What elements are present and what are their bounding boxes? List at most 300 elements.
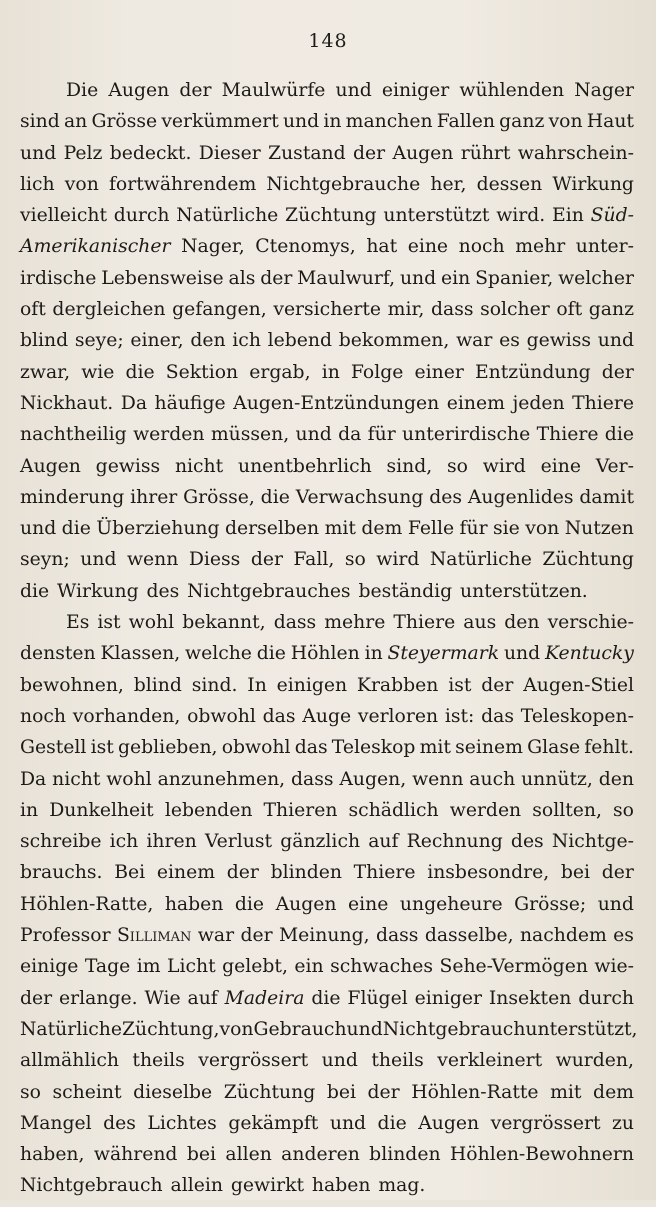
text-line xyxy=(20,643,634,674)
word: verkleinert xyxy=(437,1050,543,1072)
word: brauchs. xyxy=(20,862,103,884)
word: den xyxy=(190,330,226,352)
word: haben, xyxy=(20,1144,85,1166)
text-line xyxy=(20,1082,634,1113)
word: einigen xyxy=(276,674,348,696)
word: Höhlen-Bewohnern xyxy=(449,1144,634,1166)
word: Silliman xyxy=(116,925,192,947)
word: bei xyxy=(326,1081,356,1103)
word: Nickhaut. xyxy=(20,392,114,414)
word: des xyxy=(510,831,544,853)
word: und xyxy=(20,518,57,540)
word: ist xyxy=(97,612,121,634)
word: Sehe-Vermögen xyxy=(439,956,588,978)
word: Wirkung xyxy=(552,173,634,195)
word: gewiss xyxy=(95,455,161,477)
text-line xyxy=(20,393,634,424)
word: wird xyxy=(376,549,420,571)
word: mit xyxy=(324,518,356,540)
text-line xyxy=(20,1175,634,1206)
word: werden xyxy=(449,799,522,821)
word: Augen xyxy=(275,893,337,915)
word: dem xyxy=(593,1081,634,1103)
word: einige xyxy=(20,956,79,978)
word: Amerikanischer xyxy=(20,236,171,258)
word: mit xyxy=(419,737,451,759)
word: Nichtgebrauch xyxy=(20,1175,163,1197)
word: erlange. xyxy=(59,987,138,1009)
word: Folge xyxy=(350,361,404,383)
word: der xyxy=(601,361,634,383)
word: wie xyxy=(81,361,115,383)
word: Spanier, xyxy=(475,267,554,289)
word: und xyxy=(597,893,634,915)
word: müssen, xyxy=(210,424,290,446)
word: bei xyxy=(560,862,591,884)
word: der xyxy=(260,267,293,289)
word: Lichtes xyxy=(147,1112,217,1134)
word: durch xyxy=(578,987,634,1009)
text-line xyxy=(20,205,634,236)
word: der xyxy=(240,925,273,947)
word: Felle xyxy=(407,518,455,540)
word: sollten, xyxy=(532,799,602,821)
word: verkümmert xyxy=(161,111,279,133)
word: unterstützen. xyxy=(460,580,588,602)
word: mit xyxy=(550,1081,582,1103)
word: vergrössert xyxy=(198,1050,309,1072)
word: gänzlich xyxy=(280,831,361,853)
word: und xyxy=(399,267,437,289)
word: an xyxy=(63,111,88,133)
word: Diess xyxy=(188,549,241,571)
word: bekommen, xyxy=(338,330,450,352)
word: Nichtgebrauche xyxy=(266,173,421,195)
word: dass xyxy=(273,612,317,634)
word: wenn xyxy=(126,549,179,571)
word: Thiere xyxy=(353,862,416,884)
word: unter- xyxy=(575,236,634,258)
word: allmählich xyxy=(20,1050,119,1072)
word: sie xyxy=(493,518,520,540)
word: Thiere xyxy=(572,392,634,414)
word: wie- xyxy=(594,956,634,978)
word: Ein xyxy=(552,205,584,227)
word: und xyxy=(282,111,320,133)
word: Steyermark xyxy=(387,643,500,665)
text-line xyxy=(20,988,634,1019)
page-number: 148 xyxy=(308,30,348,52)
word: Nager xyxy=(574,80,634,101)
word: die xyxy=(61,518,91,540)
text-line xyxy=(20,737,634,768)
text-line xyxy=(20,706,634,737)
word: Nichtgebrauch xyxy=(382,1018,526,1040)
word: auf xyxy=(368,831,399,853)
word: war xyxy=(197,925,235,947)
word: bei xyxy=(186,1144,216,1166)
word: geblieben, xyxy=(118,737,218,759)
word: ihrer xyxy=(130,486,178,508)
word: welcher xyxy=(558,267,634,289)
word: von xyxy=(219,1018,254,1040)
word: wird. xyxy=(496,205,546,227)
word: Meinung, xyxy=(278,925,370,947)
text-line xyxy=(20,456,634,487)
word: Haut xyxy=(586,111,634,133)
word: Verlust xyxy=(204,831,273,853)
word: Dunkelheit xyxy=(49,799,154,821)
word: noch xyxy=(20,705,67,727)
word: durch xyxy=(113,205,170,227)
word: das xyxy=(481,705,514,727)
word: Sektion xyxy=(165,361,239,383)
word: theils xyxy=(132,1050,185,1072)
word: haben xyxy=(164,893,224,915)
word: die xyxy=(256,643,286,665)
word: ich xyxy=(109,831,139,853)
word: wohl xyxy=(106,768,152,790)
word: den xyxy=(598,768,634,790)
word: und xyxy=(335,80,372,101)
word: Klassen, xyxy=(100,643,181,665)
word: und xyxy=(346,1018,383,1040)
word: des xyxy=(146,580,180,602)
word: sind. xyxy=(191,674,238,696)
word: in xyxy=(323,111,342,133)
word: Thiere xyxy=(393,612,456,634)
word: her, xyxy=(430,173,467,195)
word: im xyxy=(136,956,161,978)
word: auf xyxy=(187,987,218,1009)
text-line xyxy=(20,80,634,111)
word: das xyxy=(262,705,296,727)
word: aus xyxy=(463,612,497,634)
word: In xyxy=(247,674,267,696)
word: Tage xyxy=(84,956,131,978)
word: mehre xyxy=(324,612,386,634)
word: rührt xyxy=(460,142,511,164)
word: ganz xyxy=(588,299,634,321)
word: schreibe xyxy=(20,831,102,853)
word: Augen, xyxy=(339,768,407,790)
text-line xyxy=(20,581,634,612)
text-line xyxy=(20,236,634,267)
word: sind xyxy=(20,111,60,133)
word: dass xyxy=(291,768,334,790)
word: densten xyxy=(20,643,96,665)
text-line xyxy=(20,330,634,361)
word: so xyxy=(20,1081,41,1103)
text-line xyxy=(20,1113,634,1144)
word: Entzündung xyxy=(474,361,591,383)
word: von xyxy=(548,111,583,133)
word: haben xyxy=(311,1175,371,1197)
word: unterstützt xyxy=(383,205,490,227)
word: obwohl xyxy=(187,705,256,727)
word: seinem xyxy=(455,737,523,759)
word: so xyxy=(613,799,634,821)
word: der xyxy=(601,862,634,884)
text-line xyxy=(20,956,634,987)
word: damit xyxy=(579,486,634,508)
word: nachtheilig xyxy=(20,424,127,446)
text-line xyxy=(20,800,634,831)
word: einem xyxy=(446,392,505,414)
word: zu xyxy=(612,1112,634,1134)
word: Höhlen-Ratte xyxy=(411,1081,539,1103)
word: Es xyxy=(66,612,90,634)
word: der xyxy=(367,1081,400,1103)
word: Da xyxy=(20,768,47,790)
text-line xyxy=(20,894,634,925)
text-line xyxy=(20,174,634,205)
word: Züchtung xyxy=(223,1081,316,1103)
word: Lebensweise xyxy=(101,267,224,289)
word: fehlt. xyxy=(584,737,634,759)
word: oft xyxy=(20,299,46,321)
word: der xyxy=(353,142,386,164)
word: allein xyxy=(170,1175,223,1197)
word: Augen-Entzündungen xyxy=(233,392,440,414)
word: seyn; xyxy=(20,549,70,571)
text-line xyxy=(20,1050,634,1081)
word: allen xyxy=(225,1144,272,1166)
word: theils xyxy=(371,1050,424,1072)
word: welche xyxy=(185,643,252,665)
text-line xyxy=(20,299,634,330)
word: ist xyxy=(90,737,114,759)
word: ungeheure xyxy=(399,893,503,915)
word: Süd- xyxy=(590,205,634,227)
word: wird xyxy=(482,455,526,477)
word: Augen-Stiel xyxy=(523,674,634,696)
word: gewiss xyxy=(526,330,592,352)
word: insbesondre, xyxy=(427,862,550,884)
word: derselben xyxy=(225,518,320,540)
word: gelebt, xyxy=(222,956,288,978)
word: Natürliche xyxy=(20,1018,122,1040)
word: Ver- xyxy=(595,455,634,477)
word: sind, xyxy=(386,455,433,477)
word: gekämpft xyxy=(228,1112,319,1134)
word: ihren xyxy=(146,831,197,853)
word: Höhlen xyxy=(290,643,360,665)
word: minderung xyxy=(20,486,125,508)
word: Maulwürfe xyxy=(221,80,326,101)
word: Grösse xyxy=(91,111,158,133)
word: von xyxy=(525,518,560,540)
word: von xyxy=(64,173,99,195)
word: und xyxy=(295,424,332,446)
word: dem xyxy=(361,518,403,540)
word: manchen xyxy=(345,111,433,133)
word: es xyxy=(613,925,634,947)
word: schädlich xyxy=(348,799,439,821)
word: bekannt, xyxy=(182,612,266,634)
word: Professor xyxy=(20,925,111,947)
word: fortwährendem xyxy=(108,173,257,195)
word: der xyxy=(20,987,53,1009)
word: Rechnung xyxy=(406,831,503,853)
word: Nichtgebrauches xyxy=(187,580,351,602)
word: versicherte xyxy=(273,299,382,321)
word: der xyxy=(250,549,283,571)
word: in xyxy=(321,361,340,383)
word: einem xyxy=(156,862,216,884)
text-line xyxy=(20,111,634,142)
word: dessen xyxy=(476,173,543,195)
word: Fallen xyxy=(436,111,495,133)
word: Fall, xyxy=(293,549,335,571)
text-line xyxy=(20,518,634,549)
word: unterirdische xyxy=(402,424,531,446)
word: Madeira xyxy=(224,987,305,1009)
word: schwaches xyxy=(330,956,433,978)
word: Grösse, xyxy=(183,486,255,508)
word: dass xyxy=(430,299,474,321)
word: ich xyxy=(232,330,261,352)
word: die xyxy=(604,424,634,446)
word: bedeckt. xyxy=(109,142,192,164)
word: der xyxy=(481,674,514,696)
word: Wie xyxy=(144,987,181,1009)
word: gefangen, xyxy=(172,299,267,321)
word: einiger xyxy=(414,987,482,1009)
word: und xyxy=(20,142,57,164)
word: nicht xyxy=(52,768,101,790)
word: Kentucky xyxy=(545,643,634,665)
word: ein xyxy=(294,956,324,978)
word: Gestell xyxy=(20,737,87,759)
word: lebenden xyxy=(164,799,253,821)
word: des xyxy=(103,1112,136,1134)
word: noch xyxy=(458,236,505,258)
word: Gebrauch xyxy=(253,1018,347,1040)
word: und xyxy=(329,1112,367,1134)
word: ist: xyxy=(444,705,475,727)
word: verschie- xyxy=(547,612,634,634)
word: der xyxy=(226,862,259,884)
word: Teleskopen- xyxy=(520,705,634,727)
word: blind xyxy=(133,674,182,696)
word: während xyxy=(93,1144,178,1166)
word: Mangel xyxy=(20,1112,92,1134)
word: nicht xyxy=(174,455,224,477)
word: Krabben xyxy=(356,674,439,696)
text-line xyxy=(20,1144,634,1175)
word: Zustand xyxy=(268,142,346,164)
word: zwar, xyxy=(20,361,71,383)
word: blind xyxy=(20,330,69,352)
word: mehr xyxy=(515,236,566,258)
word: oft xyxy=(556,299,583,321)
word: einiger xyxy=(381,80,450,101)
word: Glase xyxy=(527,737,581,759)
text-line xyxy=(20,862,634,893)
word: wurden, xyxy=(555,1050,634,1072)
word: blinden xyxy=(369,1144,441,1166)
word: dass xyxy=(375,925,419,947)
word: lebend xyxy=(267,330,333,352)
word: Auge xyxy=(302,705,352,727)
word: und xyxy=(503,643,541,665)
word: Grösse; xyxy=(514,893,587,915)
word: mag. xyxy=(378,1175,426,1197)
word: Dieser xyxy=(198,142,261,164)
word: Teleskop xyxy=(331,737,416,759)
text-line xyxy=(20,487,634,518)
word: Nager, xyxy=(181,236,245,258)
word: Natürliche xyxy=(176,205,279,227)
text-line xyxy=(20,362,634,393)
word: werden xyxy=(133,424,205,446)
word: häufige xyxy=(154,392,226,414)
word: vielleicht xyxy=(20,205,108,227)
word: Augen xyxy=(392,142,454,164)
word: die xyxy=(311,987,341,1009)
word: wenn xyxy=(412,768,464,790)
word: auch xyxy=(469,768,516,790)
word: unentbehrlich xyxy=(237,455,372,477)
text-line xyxy=(20,925,634,956)
word: vergrössert xyxy=(490,1112,601,1134)
word: einer, xyxy=(130,330,184,352)
word: beständig xyxy=(358,580,453,602)
word: so xyxy=(447,455,468,477)
word: unnütz, xyxy=(521,768,593,790)
word: ist xyxy=(448,674,472,696)
word: Insekten xyxy=(488,987,572,1009)
word: Pelz xyxy=(63,142,103,164)
text-line xyxy=(20,1018,638,1050)
word: Flügel xyxy=(347,987,408,1009)
word: Überziehung xyxy=(96,518,220,540)
word: mir, xyxy=(387,299,425,321)
word: wühlenden xyxy=(459,80,565,101)
word: nachdem xyxy=(519,925,607,947)
word: ganz xyxy=(499,111,545,133)
word: die xyxy=(260,486,290,508)
word: für xyxy=(459,518,488,540)
word: einer xyxy=(414,361,464,383)
text-line xyxy=(20,424,634,455)
word: Da xyxy=(120,392,148,414)
word: in xyxy=(20,799,39,821)
word: unterstützt, xyxy=(525,1018,638,1040)
word: eine xyxy=(407,236,449,258)
word: dergleichen xyxy=(52,299,166,321)
word: scheint xyxy=(52,1081,122,1103)
word: Züchtung xyxy=(542,549,634,571)
word: als xyxy=(228,267,256,289)
word: in xyxy=(364,643,383,665)
word: gewirkt xyxy=(230,1175,305,1197)
text-line xyxy=(20,268,634,299)
word: jeden xyxy=(512,392,565,414)
word: blinden xyxy=(270,862,342,884)
word: lich xyxy=(20,173,55,195)
word: Die xyxy=(66,80,99,101)
word: war xyxy=(456,330,493,352)
word: es xyxy=(499,330,520,352)
word: den xyxy=(504,612,540,634)
text-line xyxy=(20,143,634,174)
word: Verwachsung xyxy=(295,486,424,508)
word: bewohnen, xyxy=(20,674,124,696)
word: ergab, xyxy=(249,361,311,383)
word: eine xyxy=(540,455,581,477)
